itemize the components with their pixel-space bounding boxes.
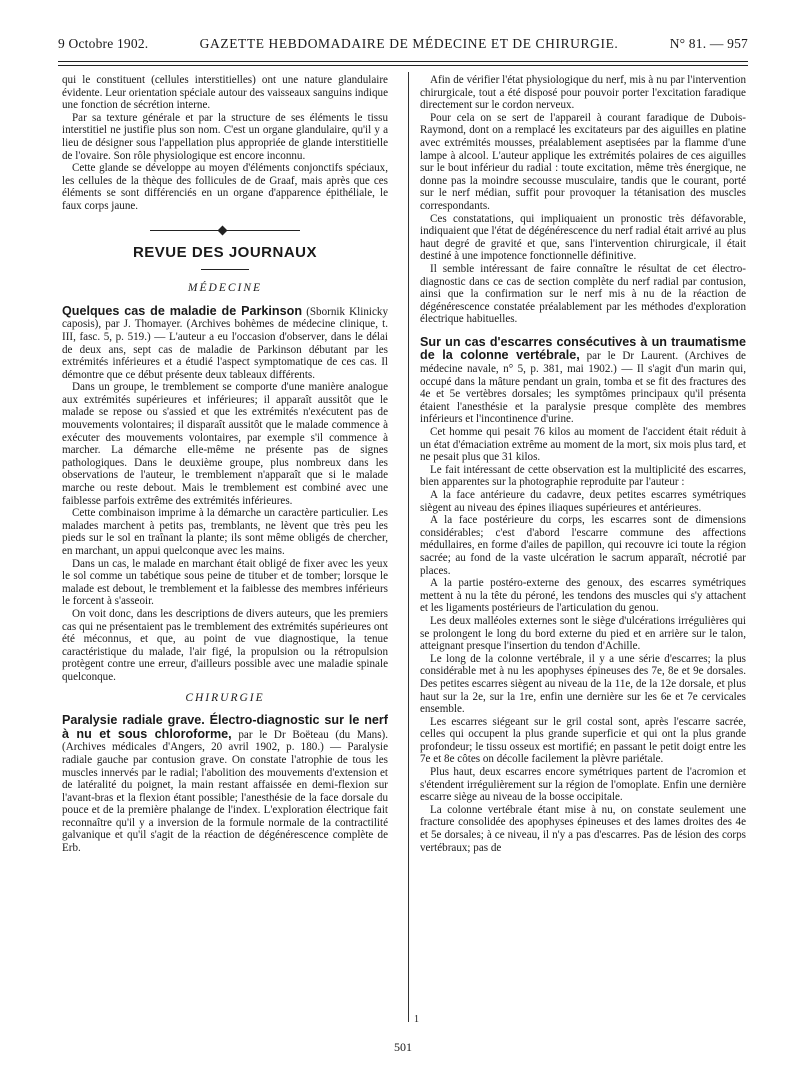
article-parkinson-paragraph: Dans un groupe, le tremblement se comporte d'une manière analogue aux extrémités supérieures et inférieures; il apparaît aussitôt que le malade se repose ou s'assied et que les extrémités n'exécutent pas de mouvements volontaires; il disparaît aussitôt que le malade commence à exécuter des mouvements volontaires, par exemple s'il commence à marcher. La démarche elle-même ne présente pas de signes pathologiques. Dans le deuxième groupe, plus nombreux dans les observations de l'auteur, le tremblement n'apparaît que si le malade marche ou reste debout. Mais le tremblement est combiné avec une faiblesse parfois extrême des extrémités inférieures. — [62, 381, 388, 507]
header-issue: N° 81. — 957 — [669, 36, 748, 51]
header-journal-title: GAZETTE HEBDOMADAIRE DE MÉDECINE ET DE CHIRURGIE. — [199, 36, 619, 51]
article-escarres-title: Sur un cas d'escarres consécutives à un traumatisme de la colonne vertébrale, — [420, 334, 746, 363]
article-radial-citation: par le Dr Boëteau (du Mans). (Archives médicales d'Angers, 20 avril 1902, p. 180.) — Paralysie radiale gauche par contusion grave. On constate l'atrophie de tous les muscles innervés par le radial; l'abolition des mouvements d'extension et de latéralité du poignet, la main restant affaissée en demi-flexion sur l'avant-bras et la flexion étant possible; l'anesthésie de la face dorsale du pouce et de la première phalange de l'index. L'exploration électrique fait reconnaître qu'il y a inversion de la formule normale de la contractilité galvanique et qu'il s'agit de la réaction de dégénérescence complète de Erb. — [62, 728, 388, 855]
radial-continued-paragraph: Il semble intéressant de faire connaître le résultat de cet électro-diagnostic dans ce cas de section complète du nerf radial par contusion, ainsi que la confirmation sur le nerf mis à nu de la réaction de dégénérescence constatée préalablement par les méthodes d'exploration électrique habituelles. — [420, 262, 746, 326]
page-folio: 501 — [394, 1040, 412, 1054]
left-column — [62, 74, 388, 855]
article-parkinson-paragraph: Cette combinaison imprime à la démarche un caractère particulier. Les malades marchent à petits pas, tremblants, ne lèvent que très peu les pieds sur le sol en traînant la plante; ils sont même obligés de chercher, en marchant, un appui quelconque avec les mains. — [62, 507, 388, 557]
subsection-surgery: CHIRURGIE — [185, 691, 265, 704]
article-radial-head — [62, 714, 388, 855]
article-parkinson-title: Quelques cas de maladie de Parkinson — [62, 303, 303, 318]
article-parkinson-paragraph: On voit donc, dans les descriptions de divers auteurs, que les premiers cas qui ne présentaient pas le tremblement des extrémités supérieures ont été méconnus, et que, au point de vue diagnostique, la tenue caractéristique du malade, l'air figé, la propulsion ou la rétropulsion protègent contre une erreur, d'ailleurs possible avec une maladie spinale quelconque. — [62, 607, 388, 683]
intro-paragraph: qui le constituent (cellules interstitielles) ont une nature glandulaire évidente. Leur orientation spéciale autour des vaisseaux sanguins indique une fonction de sécrétion interne. — [62, 74, 388, 112]
margin-mark: 1 — [414, 1014, 419, 1025]
radial-continued-paragraph: Afin de vérifier l'état physiologique du nerf, mis à nu par l'intervention chirurgicale, tout a été disposé pour pouvoir porter l'excitation faradique directement sur le cordon nerveux. — [420, 74, 746, 112]
journal-page — [58, 36, 748, 1056]
running-header — [58, 36, 748, 58]
header-double-rule — [58, 61, 748, 66]
article-escarres-paragraph: A la face postérieure du corps, les escarres sont de dimensions considérables; c'est d'abord l'escarre commune des affections médullaires, en forme d'ailes de papillon, qui recouvre ici toute la région sacrée; au fond de la vaste ulcération le sacrum apparaît, nécrotié par places. — [420, 514, 746, 577]
article-escarres-paragraph: Plus haut, deux escarres encore symétriques partent de l'acromion et s'étendent irrégulièrement sur la région de l'omoplate. Enfin une dernière escarre siège au niveau de la bosse occipitale. — [420, 766, 746, 804]
title-rule — [201, 269, 249, 270]
header-date: 9 Octobre 1902. — [58, 36, 149, 51]
article-radial-title: Paralysie radiale grave. Électro-diagnostic sur le nerf à nu et sous chloroforme, — [62, 713, 388, 741]
article-escarres-paragraph: La colonne vertébrale étant mise à nu, on constate seulement une fracture consolidée des apophyses épineuses et des lames droites des 4e et 5e dorsales; à ce niveau, il n'y a pas d'escarres. Pas de lésion des corps vertébraux; pas de — [420, 803, 746, 854]
article-escarres-head — [420, 336, 746, 426]
article-parkinson-head — [62, 305, 388, 382]
subsection-medicine: MÉDECINE — [187, 282, 263, 295]
article-parkinson-citation: (Sbornik Klinicky caposis), par J. Thomayer. (Archives bohèmes de médecine clinique, t. III, fasc. 5, p. 519.) — L'auteur a eu l'occasion d'observer, dans le délai de deux ans, sept cas de maladie de Parkinson débutant par les extrémités inférieures et a étudié l'aspect symptomatique de ces cas. Il démontre que ce début présente deux tableaux différents. — [62, 305, 388, 381]
article-escarres-citation: par le Dr Laurent. (Archives de médecine navale, n° 5, p. 381, mai 1902.) — Il s'agit d'un marin qui, occupé dans la mâture pendant un grain, tomba et se fit des fractures des 4e et 5e vertèbres dorsales; les symptômes principaux qu'il présenta étaient l'anesthésie et la paralysie presque complète des membres inférieurs et l'incontinence d'urine. — [420, 350, 746, 426]
column-divider — [408, 72, 409, 1022]
intro-paragraph: Cette glande se développe au moyen d'éléments conjonctifs spéciaux, les cellules de la thèque des follicules de de Graaf, mais après que ces éléments se sont différenciés en un organe d'apparence épithéliale, le faux corps jaune. — [62, 162, 388, 212]
radial-continued-paragraph: Ces constatations, qui impliquaient un pronostic très défavorable, indiquaient que l'état de dégénérescence du nerf radial était arrivé au plus haut degré de gravité et que, sans l'intervention chirurgicale, il était destiné à une impotence fonctionnelle définitive. — [420, 212, 746, 263]
article-escarres-paragraph: A la partie postéro-externe des genoux, des escarres symétriques mettent à nu la tête du péroné, les tendons des muscles qui s'y attachent et les ligaments postérieurs de l'articulation du genou. — [420, 577, 746, 615]
article-escarres-paragraph: Le fait intéressant de cette observation est la multiplicité des escarres, bien apparentes sur la photographie reproduite par l'auteur : — [420, 463, 746, 489]
radial-continued-paragraph: Pour cela on se sert de l'appareil à courant faradique de Dubois-Raymond, dont on a remplacé les excitateurs par des aiguilles en platine avec extrémités mousses, préalablement aseptisées par la flamme d'une lampe à alcool. L'auteur applique les extrémités polaires de ces aiguilles sur le bout inférieur du radial : toute excitation, même très énergique, ne donne pas la moindre secousse musculaire, tandis que le courant, porté sur le nerf médian, suffit pour provoquer la tétanisation des muscles correspondants. — [420, 111, 746, 212]
article-escarres-paragraph: A la face antérieure du cadavre, deux petites escarres symétriques siègent au niveau des épines iliaques supérieures et antérieures. — [420, 489, 746, 514]
article-escarres-paragraph: Le long de la colonne vertébrale, il y a une série d'escarres; la plus considérable met à nu les apophyses épineuses des 7e, 8e et 9e dorsales. Des petites escarres siègent au niveau de la 11e, de la 12e dorsale, et plus haut sur la 2e, sur la 1re, enfin une dernière sur les 6e et 7e cervicales ensemble. — [420, 652, 746, 716]
article-escarres-paragraph: Cet homme qui pesait 76 kilos au moment de l'accident était réduit à un état d'émaciation extrême au moment de la mort, six mois plus tard, et ne pesait plus que 31 kilos. — [420, 426, 746, 464]
intro-paragraph: Par sa texture générale et par la structure de ses éléments le tissu interstitiel ne justifie plus son nom. C'est un organe glandulaire, qu'il y a lieu de désigner sous l'appellation plus appropriée de glande interstitielle de l'ovaire. Son rôle physiologique est encore inconnu. — [62, 111, 388, 162]
section-title: REVUE DES JOURNAUX — [132, 243, 318, 261]
right-column — [420, 74, 746, 854]
section-ornament — [150, 227, 300, 235]
article-escarres-paragraph: Les escarres siégeant sur le gril costal sont, après l'escarre sacrée, celles qui occupent la plus grande superficie et qui ont la plus grande profondeur; le tissu osseux est mortifié; en passant le petit doigt entre les 7e et 8e côtes on décolle facilement la plèvre pariétale. — [420, 715, 746, 766]
article-escarres-paragraph: Les deux malléoles externes sont le siège d'ulcérations irrégulières qui se prolongent le long du bord externe du pied et en arrière sur le talon, atteignant presque l'insertion du tendon d'Achille. — [420, 614, 746, 653]
article-parkinson-paragraph: Dans un cas, le malade en marchant était obligé de fixer avec les yeux le sol comme un tabétique sous peine de tituber et de tomber; lorsque le malade est debout, le tremblement et la faiblesse des membres inférieurs le forcent à s'asseoir. — [62, 557, 388, 608]
